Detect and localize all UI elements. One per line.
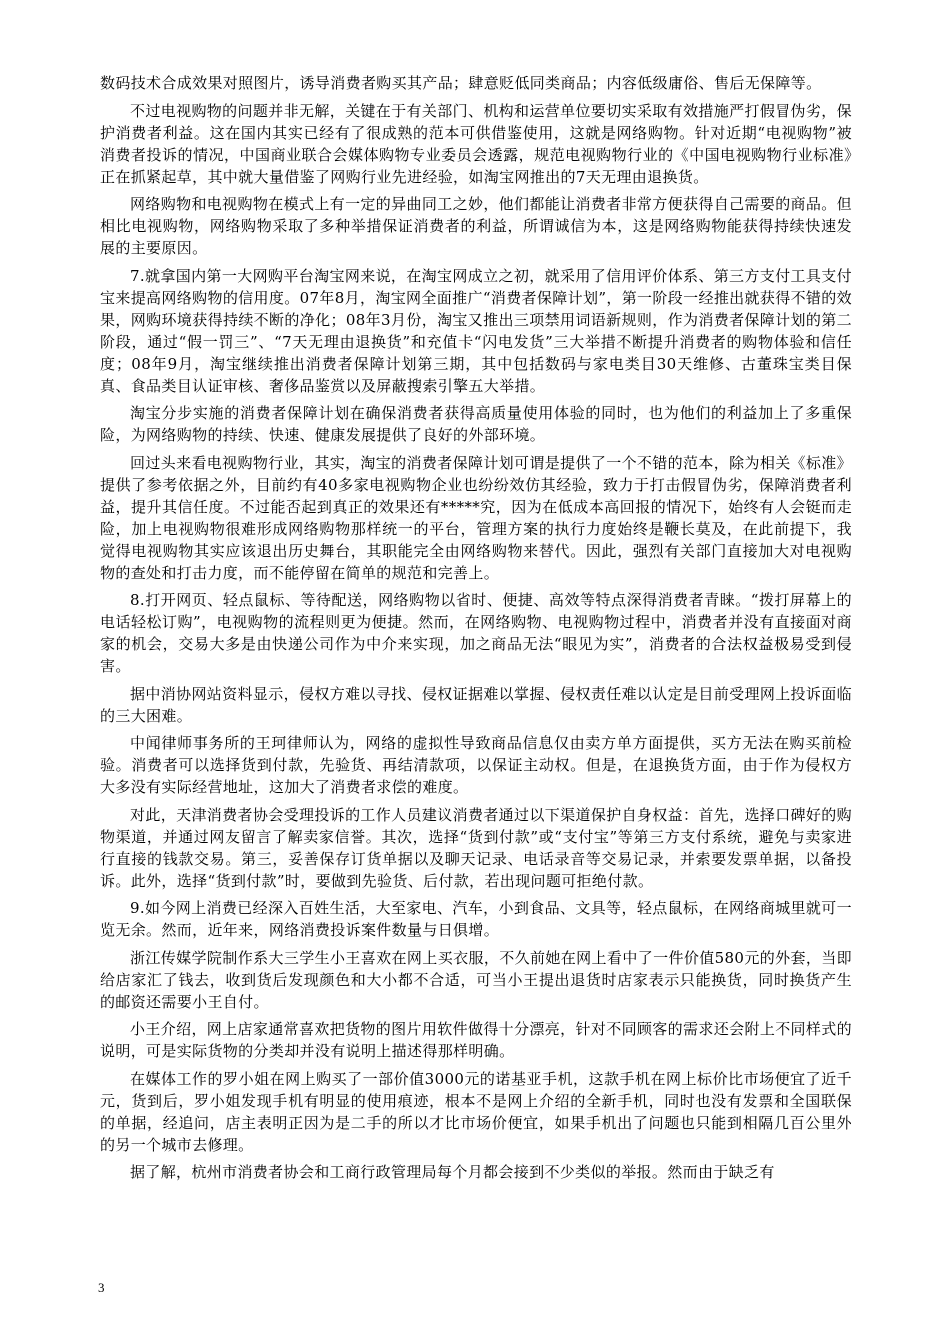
paragraph-online-consumption: 9.如今网上消费已经深入百姓生活，大至家电、汽车，小到食品、文具等，轻点鼠标，在网络商城里就可一览无余。然而，近年来，网络消费投诉案件数量与日俱增。 bbox=[100, 899, 852, 939]
paragraph-seller-images: 小王介绍，网上店家通常喜欢把货物的图片用软件做得十分漂亮，针对不同顾客的需求还会附上不同样式的说明，可是实际货物的分类却并没有说明上描述得那样明确。 bbox=[100, 1020, 852, 1060]
paragraph-taobao-protection: 淘宝分步实施的消费者保障计划在确保消费者获得高质量使用体验的同时，也为他们的利益加上了多重保险，为网络购物的持续、快速、健康发展提供了良好的外部环境。 bbox=[100, 404, 852, 444]
paragraph-tv-shopping-solution: 不过电视购物的问题并非无解，关键在于有关部门、机构和运营单位要切实采取有效措施严打假冒伪劣，保护消费者利益。这在国内其实已经有了很成熟的范本可供借鉴使用，这就是网络购物。针对近期“电视购物”被消费者投诉的情况，中国商业联合会媒体购物专业委员会透露，规范电视购物行业的《中国电视购物行业标准》正在抓紧起草，其中就大量借鉴了网购行业先进经验，如淘宝网推出的7天无理由退换货。 bbox=[100, 101, 852, 186]
paragraph-tv-industry-review: 回过头来看电视购物行业，其实，淘宝的消费者保障计划可谓是提供了一个不错的范本，除为相关《标准》提供了参考依据之外，目前约有40多家电视购物企业也纷纷效仿其经验，致力于打击假冒伪劣，保障消费者利益，提升其信任度。不过能否起到真正的效果还有*****究，因为在低成本高回报的情况下，始终有人会铤而走险，加上电视购物很难形成网络购物那样统一的平台，管理方案的执行力度始终是鞭长莫及，在此前提下，我觉得电视购物其实应该退出历史舞台，其职能完全由网络购物来替代。因此，强烈有关部门直接加大对电视购物的查处和打击力度，而不能停留在简单的规范和完善上。 bbox=[100, 453, 852, 582]
paragraph-online-vs-tv: 网络购物和电视购物在模式上有一定的异曲同工之妙，他们都能让消费者非常方便获得自己需要的商品。但相比电视购物，网络购物采取了多种举措保证消费者的利益，所谓诚信为本，这是网络购物能获得持续快速发展的主要原因。 bbox=[100, 195, 852, 257]
paragraph-phone-case: 在媒体工作的罗小姐在网上购买了一部价值3000元的诺基亚手机，这款手机在网上标价比市场便宜了近千元，货到后，罗小姐发现手机有明显的使用痕迹，根本不是网上介绍的全新手机，同时也没有发票和全国联保的单据，经追问，店主表明正因为是二手的所以才比市场价便宜，如果手机出了问题也只能到相隔几百公里外的另一个城市去修理。 bbox=[100, 1069, 852, 1154]
document-body bbox=[100, 72, 852, 1189]
paragraph-consumer-rights: 8.打开网页、轻点鼠标、等待配送，网络购物以省时、便捷、高效等特点深得消费者青睐。“拨打屏幕上的电话轻松订购”，电视购物的流程则更为便捷。然而，在网络购物、电视购物过程中，消费者并没有直接面对商家的机会，交易大多是由快递公司作为中介来实现，加之商品无法“眼见为实”，消费者的合法权益极易受到侵害。 bbox=[100, 591, 852, 675]
paragraph-taobao-history: 7.就拿国内第一大网购平台淘宝网来说，在淘宝网成立之初，就采用了信用评价体系、第三方支付工具支付宝来提高网络购物的信用度。07年8月，淘宝网全面推广“消费者保障计划”，第一阶段一经推出就获得不错的效果，网购环境获得持续不断的净化；08年3月份，淘宝又推出三项禁用词语新规则，作为消费者保障计划的第二阶段，通过“假一罚三”、“7天无理由退换货”和充值卡“闪电发货”三大举措不断提升消费者的购物体验和信任度；08年9月，淘宝继续推出消费者保障计划第三期，其中包括数码与家电类目30天维修、古董珠宝类目保真、食品类目认证审核、奢侈品鉴赏以及屏蔽搜索引擎五大举措。 bbox=[100, 266, 852, 395]
paragraph-continued: 数码技术合成效果对照图片，诱导消费者购买其产品；肆意贬低同类商品；内容低级庸俗、售后无保障等。 bbox=[100, 74, 822, 92]
page-number: 3 bbox=[98, 1280, 105, 1295]
paragraph-student-case: 浙江传媒学院制作系大三学生小王喜欢在网上买衣服，不久前她在网上看中了一件价值580元的外套，当即给店家汇了钱去，收到货后发现颜色和大小都不合适，可当小王提出退货时店家表示只能换货，同时换货产生的邮资还需要小王自付。 bbox=[100, 948, 852, 1011]
paragraph-tianjin-advice: 对此，天津消费者协会受理投诉的工作人员建议消费者通过以下渠道保护自身权益：首先，选择口碑好的购物渠道，并通过网友留言了解卖家信誉。其次，选择“货到付款”或“支付宝”等第三方支付系统，避免与卖家进行直接的钱款交易。第三，妥善保存订货单据以及聊天记录、电话录音等交易记录，并索要发票单据，以备投诉。此外，选择“货到付款”时，要做到先验货、后付款，若出现问题可拒绝付款。 bbox=[100, 805, 852, 890]
paragraph-cca-data: 据中消协网站资料显示，侵权方难以寻找、侵权证据难以掌握、侵权责任难以认定是目前受理网上投诉面临的三大困难。 bbox=[100, 684, 852, 725]
paragraph-lawyer-opinion: 中闻律师事务所的王珂律师认为，网络的虚拟性导致商品信息仅由卖方单方面提供，买方无法在购买前检验。消费者可以选择货到付款，先验货、再结清款项，以保证主动权。但是，在退换货方面，由于作为侵权方大多没有实际经营地址，这加大了消费者求偿的难度。 bbox=[100, 734, 852, 796]
paragraph-hangzhou-reports: 据了解，杭州市消费者协会和工商行政管理局每个月都会接到不少类似的举报。然而由于缺乏有 bbox=[130, 1163, 775, 1181]
